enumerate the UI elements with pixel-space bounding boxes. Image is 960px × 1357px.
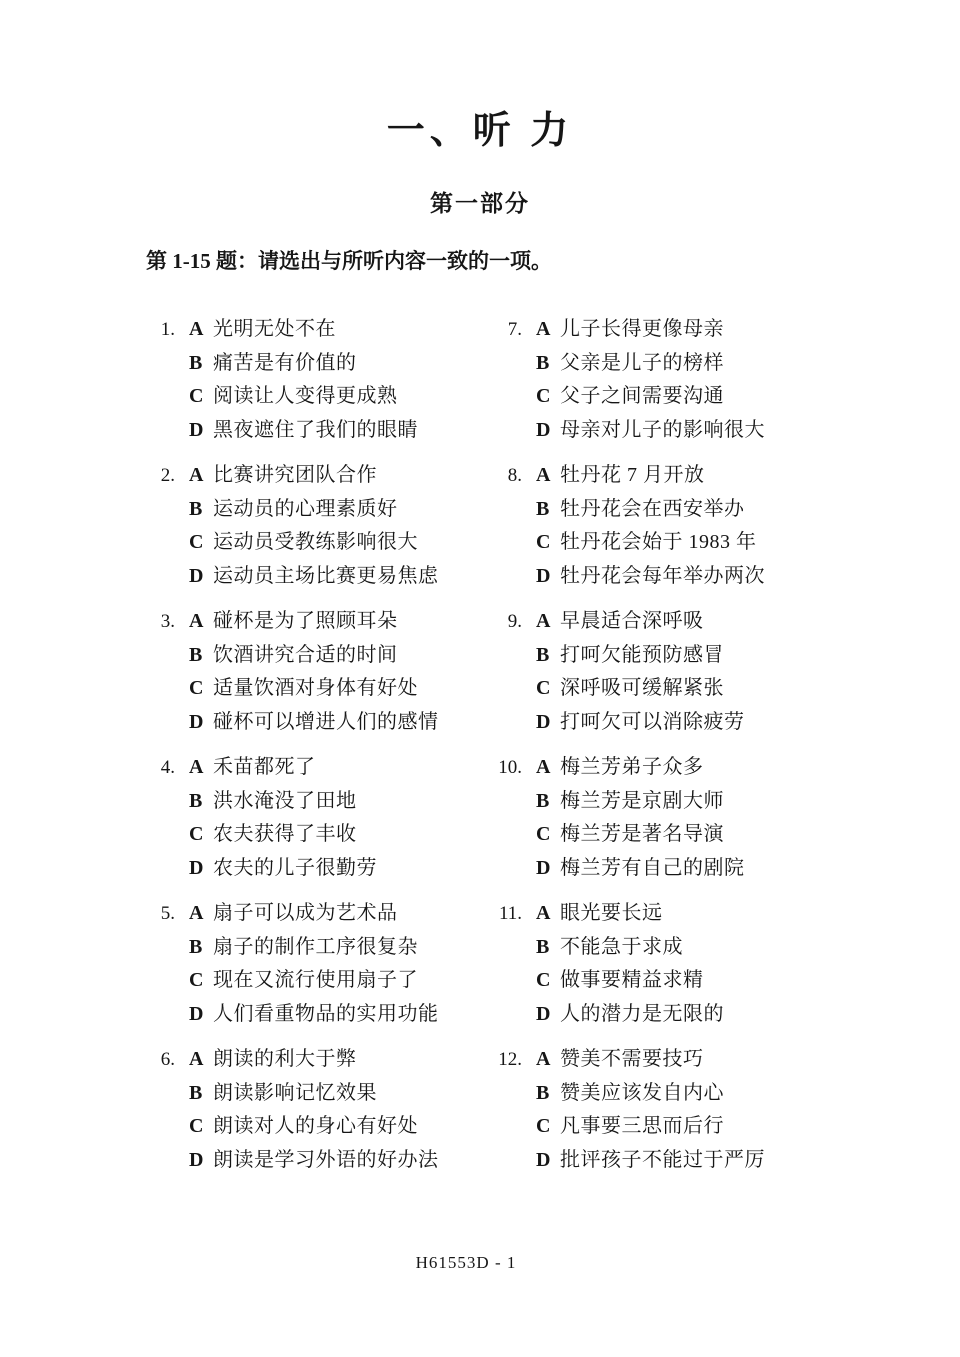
- option-text: 黑夜遮住了我们的眼睛: [213, 418, 418, 441]
- option-row: [493, 1144, 840, 1178]
- option-row: [493, 964, 840, 998]
- question-7: [493, 313, 840, 447]
- question-number: [493, 347, 522, 381]
- option-row: [146, 526, 493, 560]
- question-10: [493, 751, 840, 885]
- question-number: [146, 380, 175, 414]
- option-letter: D: [536, 710, 551, 733]
- option-row: [493, 313, 840, 347]
- option-letter: C: [536, 677, 551, 700]
- option-row: [146, 380, 493, 414]
- option-letter: C: [536, 531, 551, 554]
- option-row: [146, 672, 493, 706]
- option-text: 不能急于求成: [560, 935, 683, 958]
- question-number: [493, 639, 522, 673]
- option-text: 痛苦是有价值的: [213, 351, 357, 374]
- option-text: 现在又流行使用扇子了: [213, 969, 418, 992]
- option-text: 梅兰芳是京剧大师: [560, 789, 724, 812]
- question-number: [146, 1077, 175, 1111]
- question-number: [146, 998, 175, 1032]
- option-row: [493, 672, 840, 706]
- option-text: 梅兰芳是著名导演: [560, 823, 724, 846]
- question-12: [493, 1043, 840, 1177]
- option-text: 深呼吸可缓解紧张: [560, 677, 724, 700]
- question-number: [493, 380, 522, 414]
- option-text: 朗读对人的身心有好处: [213, 1115, 418, 1138]
- question-number: [146, 964, 175, 998]
- option-letter: D: [536, 1002, 551, 1025]
- option-row: [493, 706, 840, 740]
- option-letter: B: [536, 351, 550, 374]
- option-row: [146, 560, 493, 594]
- question-number: [493, 852, 522, 886]
- option-row: [146, 347, 493, 381]
- option-letter: B: [536, 935, 550, 958]
- option-row: [146, 998, 493, 1032]
- question-6: [146, 1043, 493, 1177]
- question-number: [493, 414, 522, 448]
- option-row: [493, 493, 840, 527]
- option-row: [146, 1110, 493, 1144]
- question-8: [493, 459, 840, 593]
- question-number: [146, 852, 175, 886]
- option-text: 牡丹花会在西安举办: [560, 497, 745, 520]
- option-text: 扇子可以成为艺术品: [213, 902, 398, 925]
- question-number: [493, 672, 522, 706]
- option-text: 碰杯是为了照顾耳朵: [213, 610, 398, 633]
- question-number: [493, 931, 522, 965]
- question-number: 1.: [160, 319, 175, 341]
- question-number: [493, 1144, 522, 1178]
- option-letter: A: [536, 318, 551, 341]
- option-row: [146, 493, 493, 527]
- option-letter: D: [189, 418, 204, 441]
- question-number: [493, 706, 522, 740]
- option-letter: D: [189, 1148, 204, 1171]
- option-row: [493, 526, 840, 560]
- option-row: [493, 639, 840, 673]
- option-letter: D: [536, 856, 551, 879]
- option-letter: C: [536, 823, 551, 846]
- section-heading: 第一部分: [430, 191, 530, 216]
- question-number: 6.: [160, 1049, 175, 1071]
- option-row: [493, 414, 840, 448]
- option-letter: D: [189, 564, 204, 587]
- question-number: [146, 639, 175, 673]
- question-3: [146, 605, 493, 739]
- option-text: 儿子长得更像母亲: [560, 318, 724, 341]
- question-number: [493, 560, 522, 594]
- question-number: [146, 785, 175, 819]
- option-letter: A: [536, 756, 551, 779]
- option-row: [146, 897, 493, 931]
- option-row: [493, 605, 840, 639]
- question-1: [146, 313, 493, 447]
- question-number: [146, 526, 175, 560]
- question-number: 4.: [160, 757, 175, 779]
- question-11: [493, 897, 840, 1031]
- question-number: 9.: [507, 611, 522, 633]
- option-text: 朗读是学习外语的好办法: [213, 1148, 439, 1171]
- option-letter: B: [189, 935, 203, 958]
- questions-column-left: [146, 313, 493, 1189]
- page-title: 一、听 力: [386, 110, 574, 152]
- question-number: [146, 414, 175, 448]
- option-letter: C: [189, 677, 204, 700]
- option-text: 农夫获得了丰收: [213, 823, 357, 846]
- option-letter: A: [189, 756, 204, 779]
- option-text: 父亲是儿子的榜样: [560, 351, 724, 374]
- question-number: [146, 347, 175, 381]
- questions-area: [146, 313, 960, 1189]
- option-text: 早晨适合深呼吸: [560, 610, 704, 633]
- option-row: [146, 1144, 493, 1178]
- option-text: 洪水淹没了田地: [213, 789, 357, 812]
- option-row: [493, 560, 840, 594]
- option-letter: C: [536, 969, 551, 992]
- question-number: [146, 1110, 175, 1144]
- option-text: 扇子的制作工序很复杂: [213, 935, 418, 958]
- option-row: [493, 1043, 840, 1077]
- option-row: [146, 931, 493, 965]
- option-text: 赞美应该发自内心: [560, 1081, 724, 1104]
- option-letter: C: [189, 531, 204, 554]
- question-number: [493, 964, 522, 998]
- instructions: 第 1-15 题：请选出与所听内容一致的一项。: [146, 249, 552, 273]
- page-footer: H61553D - 1: [415, 1253, 517, 1272]
- option-text: 牡丹花会始于 1983 年: [560, 531, 757, 554]
- option-row: [146, 414, 493, 448]
- option-row: [493, 459, 840, 493]
- question-number: 3.: [160, 611, 175, 633]
- option-text: 光明无处不在: [213, 318, 336, 341]
- option-row: [146, 818, 493, 852]
- option-row: [493, 380, 840, 414]
- option-letter: B: [536, 1081, 550, 1104]
- option-letter: A: [189, 318, 204, 341]
- question-9: [493, 605, 840, 739]
- option-letter: C: [536, 1115, 551, 1138]
- question-2: [146, 459, 493, 593]
- option-row: [493, 1077, 840, 1111]
- option-letter: B: [189, 497, 203, 520]
- option-row: [493, 897, 840, 931]
- option-letter: B: [189, 351, 203, 374]
- question-number: [146, 1144, 175, 1178]
- option-text: 饮酒讲究合适的时间: [213, 643, 398, 666]
- option-text: 父子之间需要沟通: [560, 385, 724, 408]
- option-text: 母亲对儿子的影响很大: [560, 418, 765, 441]
- question-number: [146, 931, 175, 965]
- question-number: [146, 493, 175, 527]
- option-row: [493, 852, 840, 886]
- option-text: 朗读的利大于弊: [213, 1048, 357, 1071]
- question-number: [493, 1110, 522, 1144]
- option-letter: D: [536, 564, 551, 587]
- option-row: [493, 347, 840, 381]
- option-letter: A: [536, 902, 551, 925]
- question-number: 2.: [160, 465, 175, 487]
- option-text: 人的潜力是无限的: [560, 1002, 724, 1025]
- questions-column-right: [493, 313, 840, 1189]
- question-number: 8.: [507, 465, 522, 487]
- option-letter: B: [536, 789, 550, 812]
- option-row: [146, 785, 493, 819]
- question-number: [493, 818, 522, 852]
- option-text: 农夫的儿子很勤劳: [213, 856, 377, 879]
- option-letter: A: [189, 902, 204, 925]
- option-letter: D: [536, 1148, 551, 1171]
- option-text: 禾苗都死了: [213, 756, 316, 779]
- option-text: 碰杯可以增进人们的感情: [213, 710, 439, 733]
- option-text: 批评孩子不能过于严厉: [560, 1148, 765, 1171]
- option-text: 运动员主场比赛更易焦虑: [213, 564, 439, 587]
- option-letter: C: [189, 385, 204, 408]
- option-row: [146, 1043, 493, 1077]
- option-text: 牡丹花会每年举办两次: [560, 564, 765, 587]
- option-letter: A: [189, 1048, 204, 1071]
- option-letter: B: [189, 643, 203, 666]
- option-letter: B: [189, 789, 203, 812]
- option-text: 运动员的心理素质好: [213, 497, 398, 520]
- option-letter: A: [536, 1048, 551, 1071]
- option-text: 赞美不需要技巧: [560, 1048, 704, 1071]
- option-row: [146, 639, 493, 673]
- option-letter: D: [536, 418, 551, 441]
- question-number: [146, 818, 175, 852]
- question-5: [146, 897, 493, 1031]
- option-text: 适量饮酒对身体有好处: [213, 677, 418, 700]
- question-number: [493, 1077, 522, 1111]
- question-number: [493, 493, 522, 527]
- question-number: 5.: [160, 903, 175, 925]
- option-row: [146, 706, 493, 740]
- option-text: 运动员受教练影响很大: [213, 531, 418, 554]
- option-row: [146, 313, 493, 347]
- option-letter: C: [189, 823, 204, 846]
- option-row: [493, 998, 840, 1032]
- option-text: 梅兰芳弟子众多: [560, 756, 704, 779]
- option-row: [493, 1110, 840, 1144]
- option-text: 阅读让人变得更成熟: [213, 385, 398, 408]
- option-row: [146, 751, 493, 785]
- option-row: [493, 931, 840, 965]
- option-row: [146, 605, 493, 639]
- question-number: [146, 672, 175, 706]
- option-letter: D: [189, 710, 204, 733]
- question-number: 11.: [498, 903, 522, 925]
- option-letter: A: [536, 464, 551, 487]
- option-row: [146, 852, 493, 886]
- option-letter: C: [189, 969, 204, 992]
- option-letter: D: [189, 856, 204, 879]
- option-text: 眼光要长远: [560, 902, 663, 925]
- question-number: 12.: [498, 1049, 522, 1071]
- option-letter: B: [536, 497, 550, 520]
- option-text: 做事要精益求精: [560, 969, 704, 992]
- option-text: 梅兰芳有自己的剧院: [560, 856, 745, 879]
- question-number: [493, 526, 522, 560]
- question-number: [493, 785, 522, 819]
- option-row: [493, 785, 840, 819]
- question-4: [146, 751, 493, 885]
- option-row: [493, 751, 840, 785]
- option-letter: C: [189, 1115, 204, 1138]
- option-row: [146, 964, 493, 998]
- question-number: 10.: [498, 757, 522, 779]
- option-letter: A: [536, 610, 551, 633]
- option-letter: A: [189, 610, 204, 633]
- option-text: 打呵欠能预防感冒: [560, 643, 724, 666]
- option-letter: C: [536, 385, 551, 408]
- option-text: 人们看重物品的实用功能: [213, 1002, 439, 1025]
- option-letter: A: [189, 464, 204, 487]
- option-row: [146, 459, 493, 493]
- option-text: 比赛讲究团队合作: [213, 464, 377, 487]
- option-text: 凡事要三思而后行: [560, 1115, 724, 1138]
- option-row: [146, 1077, 493, 1111]
- option-letter: B: [189, 1081, 203, 1104]
- question-number: 7.: [507, 319, 522, 341]
- option-letter: D: [189, 1002, 204, 1025]
- option-text: 朗读影响记忆效果: [213, 1081, 377, 1104]
- question-number: [146, 560, 175, 594]
- option-letter: B: [536, 643, 550, 666]
- option-text: 打呵欠可以消除疲劳: [560, 710, 745, 733]
- question-number: [146, 706, 175, 740]
- question-number: [493, 998, 522, 1032]
- option-row: [493, 818, 840, 852]
- option-text: 牡丹花 7 月开放: [560, 464, 705, 487]
